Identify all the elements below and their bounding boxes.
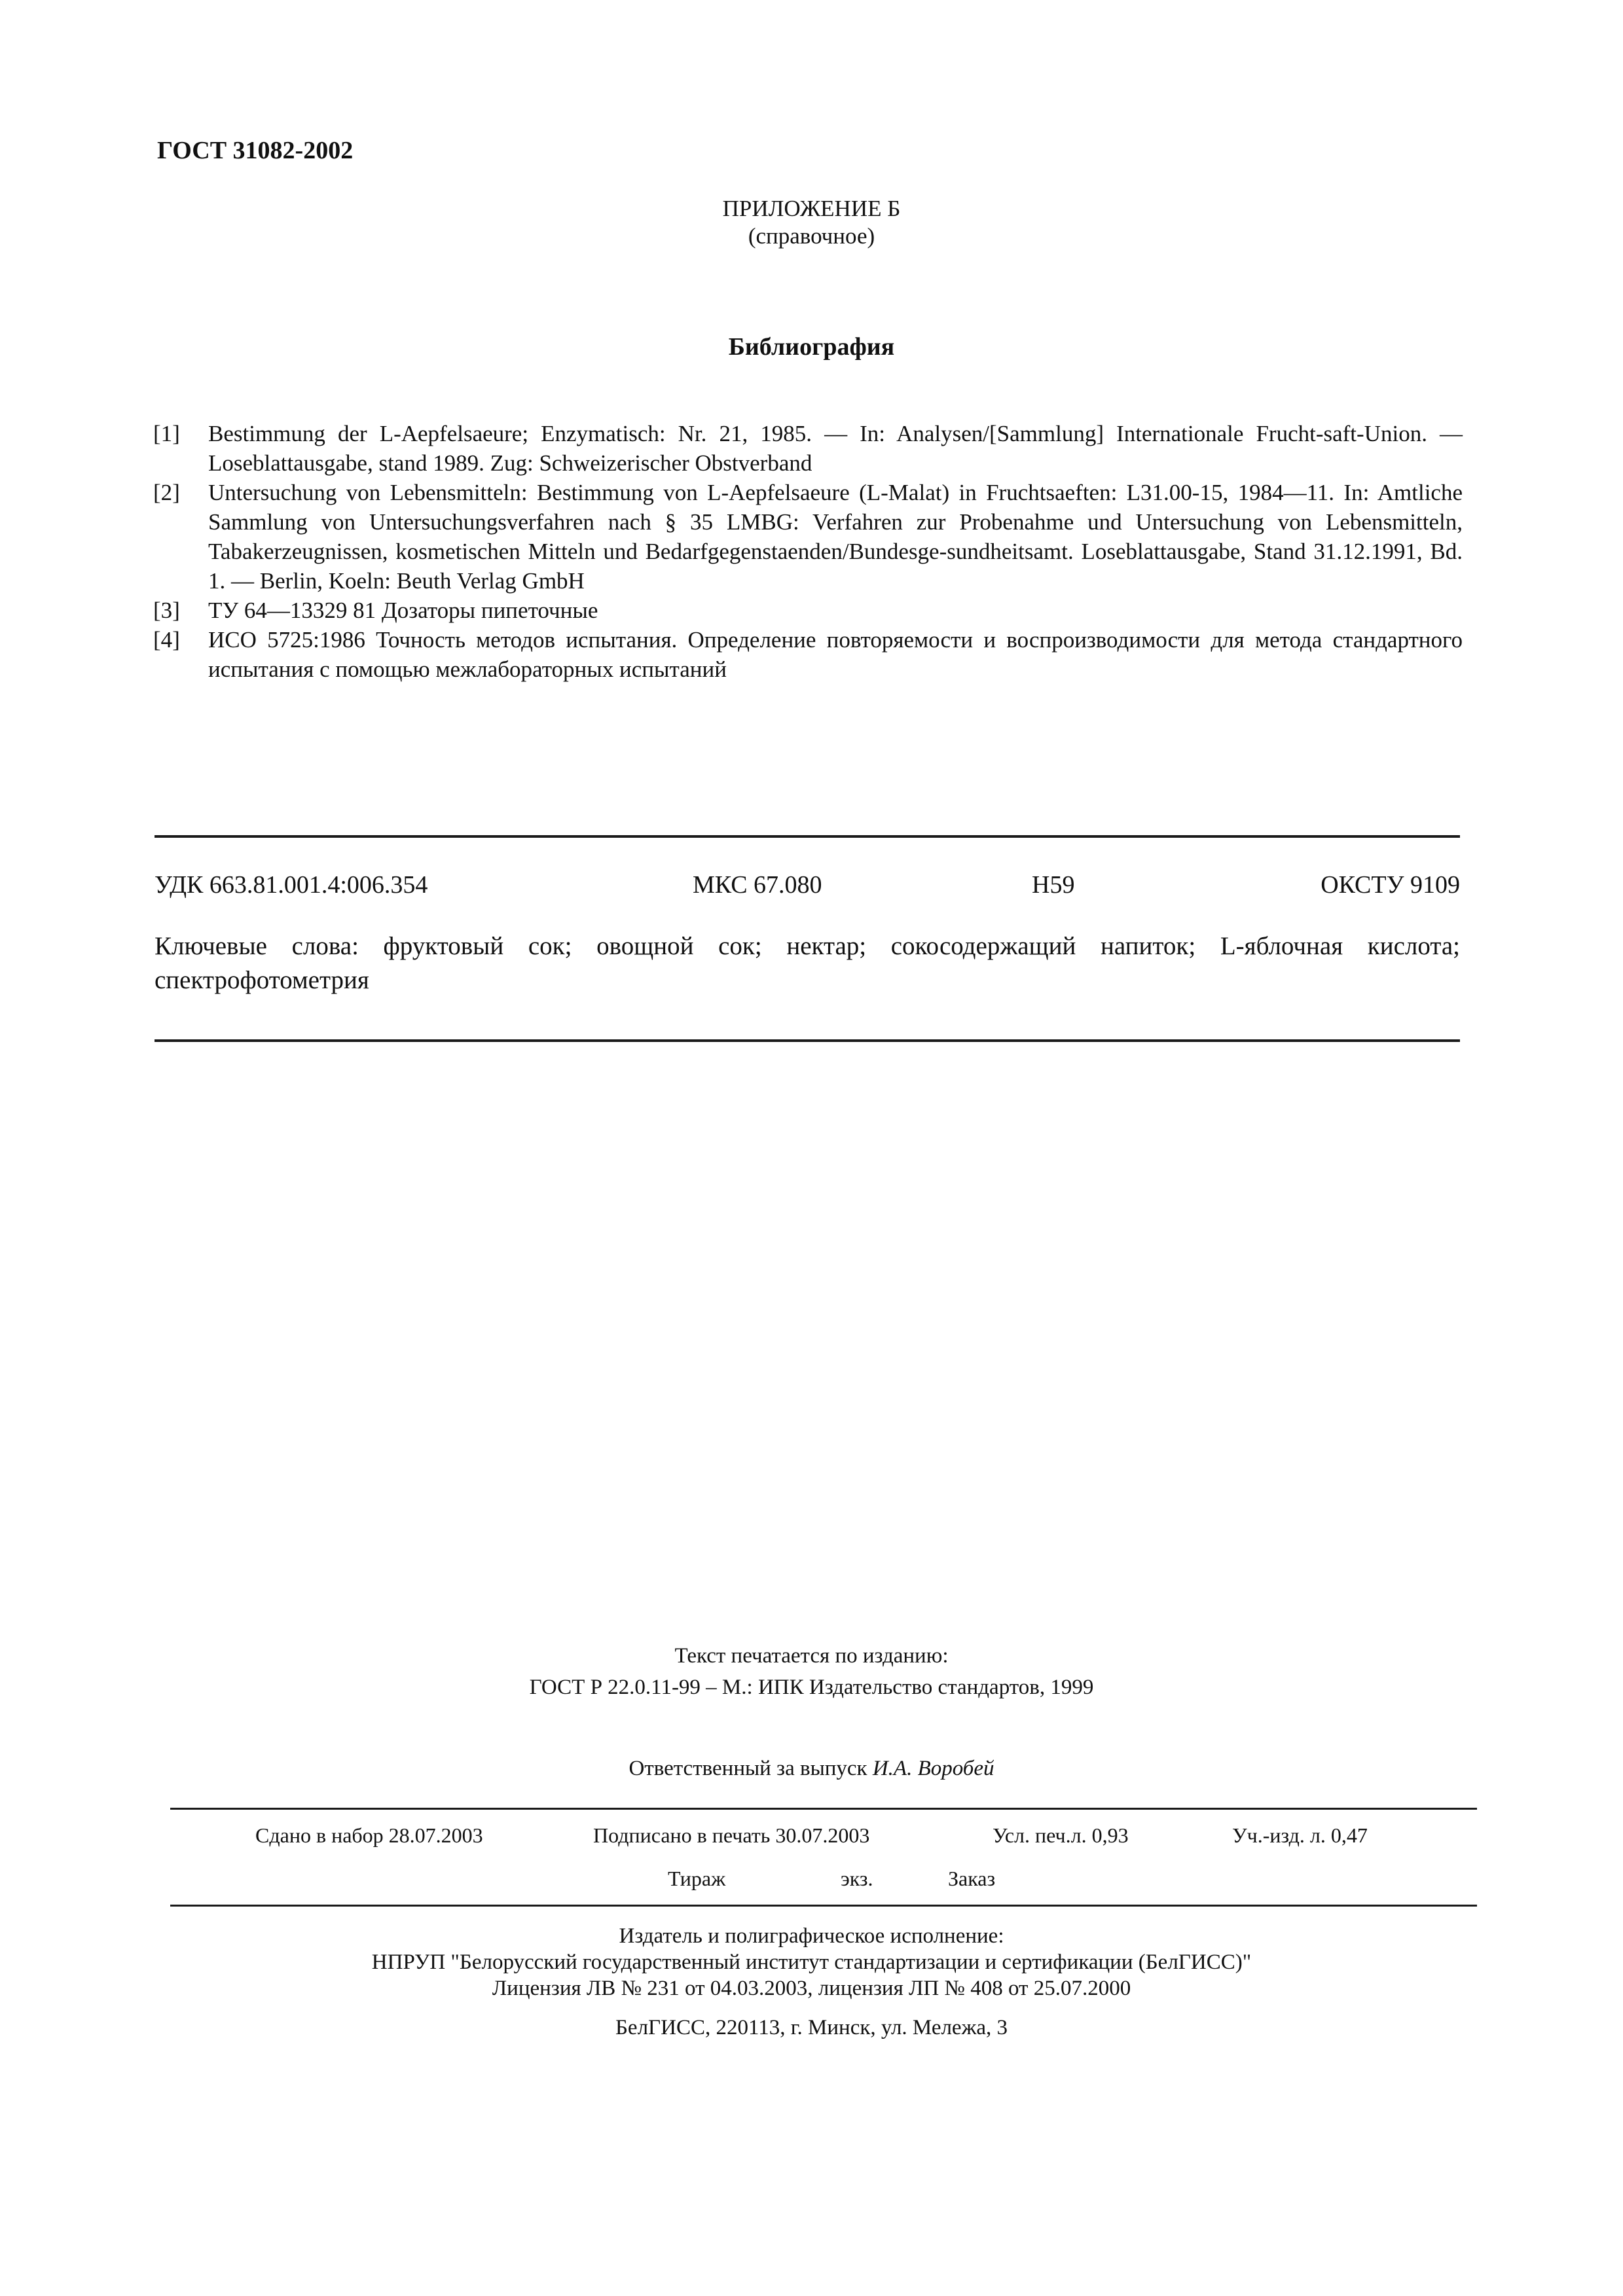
reference-text: Bestimmung der L-Aepfelsaeure; Enzymatisch: Nr. 21, 1985. — In: Analysen/[Sammlung] Internationale Frucht-saft-Union. — Loseblattausgabe, stand 1989. Zug: Schweizerischer Obstverband [208, 421, 1463, 476]
publisher-name: НПРУП "Белорусский государственный институт стандартизации и сертификации (БелГИСС)" [371, 1950, 1252, 1974]
reference-number: [4] [153, 627, 180, 653]
responsible-label: Ответственный за выпуск [629, 1757, 867, 1780]
print-sheets: Усл. печ.л. 0,93 [993, 1823, 1129, 1847]
responsible-line [0, 1757, 1623, 1781]
reference-number: [3] [153, 598, 180, 623]
publisher-label: Издатель и полиграфическое исполнение: [619, 1924, 1004, 1948]
circulation-label: Тираж [668, 1867, 726, 1890]
publisher-sheets: Уч.-изд. л. 0,47 [1232, 1823, 1368, 1847]
group-code: Н59 [1032, 871, 1075, 899]
divider-top [155, 835, 1460, 838]
udk-code: УДК 663.81.001.4:006.354 [155, 871, 428, 899]
reference-text: Untersuchung von Lebensmitteln: Bestimmung von L-Aepfelsaeure (L-Malat) in Fruchtsaeften: L31.00-15, 1984—11. In: Amtliche Sammlung von Untersuchungsverfahren nach § 35 LMBG: Verfahren zur Probenahme und Untersuchung von Lebensmitteln, Tabakerzeugnissen, kosmetischen Mitteln und Bedarfgegenstaenden/Bundesge-sundheitsamt. Loseblattausgabe, Stand 31.12.1991, Bd. 1. — Berlin, Koeln: Beuth Verlag GmbH [208, 480, 1463, 594]
reprint-source-label: Текст печатается по изданию: [674, 1644, 949, 1668]
keywords: Ключевые слова: фруктовый сок; овощной сок; нектар; сокосодержащий напиток; L-яблочная кислота; спектрофотометрия [155, 932, 1460, 994]
reference-item [153, 625, 1463, 684]
responsible-name: И.А. Воробей [872, 1757, 994, 1780]
reprint-source: ГОСТ Р 22.0.11-99 – М.: ИПК Издательство стандартов, 1999 [529, 1676, 1094, 1699]
reference-item [153, 596, 1463, 625]
appendix-note: (справочное) [748, 223, 875, 249]
signed-to-print: Подписано в печать 30.07.2003 [593, 1823, 870, 1847]
copies-label: экз. [841, 1867, 873, 1890]
document-code: ГОСТ 31082-2002 [157, 137, 354, 164]
mks-code: МКС 67.080 [693, 871, 822, 899]
publication-rule-top [170, 1808, 1477, 1810]
bibliography-heading: Библиография [728, 333, 895, 361]
okstu-code: ОКСТУ 9109 [1321, 871, 1460, 899]
publisher-licenses: Лицензия ЛВ № 231 от 04.03.2003, лицензия ЛП № 408 от 25.07.2000 [492, 1977, 1131, 2000]
reference-number: [1] [153, 421, 180, 446]
reference-text: ИСО 5725:1986 Точность методов испытания. Определение повторяемости и воспроизводимости для метода стандартного испытания с помощью межлабораторных испытаний [208, 627, 1463, 682]
publication-rule-bottom [170, 1905, 1477, 1907]
reference-list [153, 419, 1463, 684]
divider-bottom [155, 1039, 1460, 1042]
reference-item [153, 478, 1463, 596]
reference-number: [2] [153, 480, 180, 505]
order-label: Заказ [948, 1867, 996, 1890]
reference-item [153, 419, 1463, 478]
appendix-title: ПРИЛОЖЕНИЕ Б [722, 196, 901, 221]
reference-text: ТУ 64—13329 81 Дозаторы пипеточные [208, 598, 598, 623]
sent-to-typeset: Сдано в набор 28.07.2003 [255, 1823, 483, 1847]
publisher-address: БелГИСС, 220113, г. Минск, ул. Мележа, 3 [615, 2016, 1008, 2039]
